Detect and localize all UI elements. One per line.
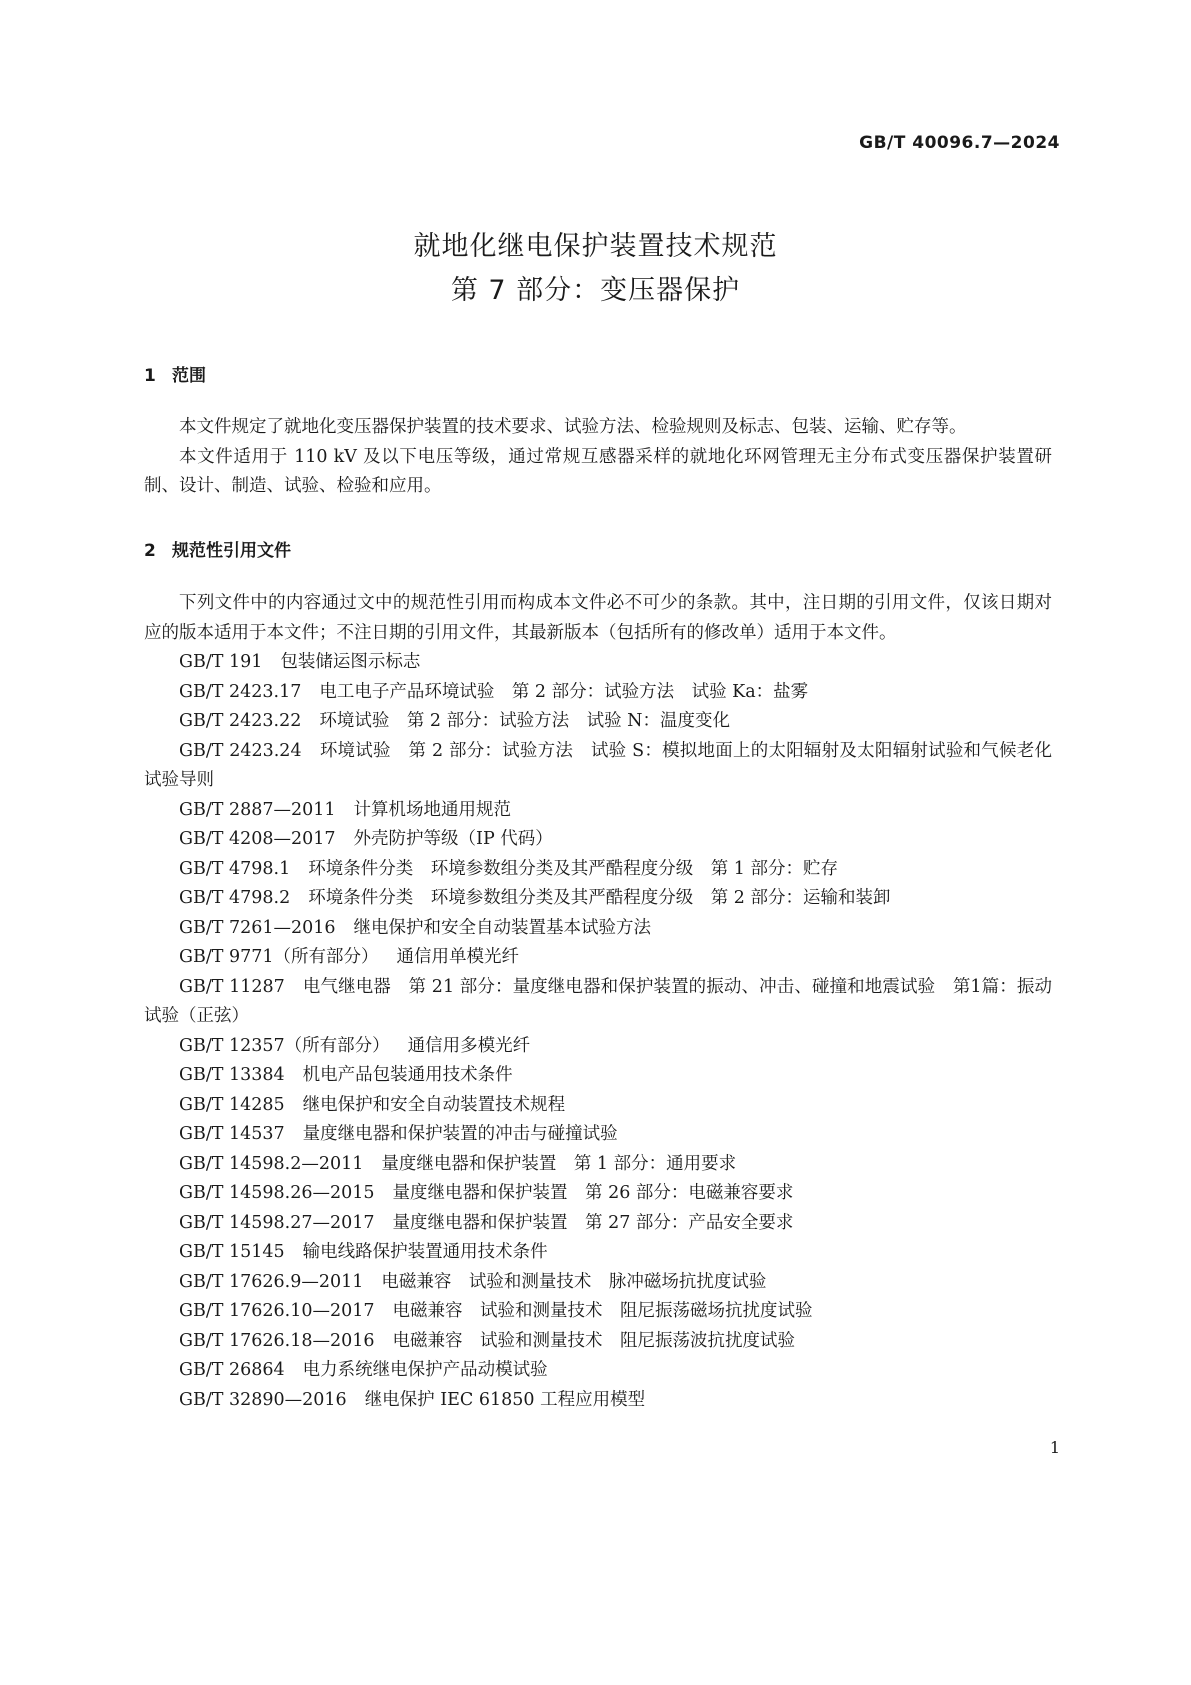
reference-code: GB/T 17626.9—2011	[179, 1271, 364, 1292]
reference-title: 输电线路保护装置通用技术条件	[302, 1242, 548, 1262]
reference-code: GB/T 13384	[179, 1065, 285, 1085]
title-line-2: 第 7 部分：变压器保护	[450, 275, 741, 306]
reference-code: GB/T 26864	[179, 1360, 285, 1380]
reference-title: 环境条件分类 环境参数组分类及其严酷程度分级 第 2 部分：运输和装卸	[308, 888, 891, 908]
reference-code: GB/T 4798.1	[179, 858, 291, 879]
document-title	[0, 225, 1191, 313]
reference-item	[144, 1268, 1052, 1298]
reference-item	[144, 884, 1052, 914]
reference-item	[144, 825, 1052, 855]
reference-title: 量度继电器和保护装置的冲击与碰撞试验	[302, 1124, 618, 1144]
reference-code: GB/T 14598.2—2011	[179, 1153, 364, 1174]
reference-item	[144, 1209, 1052, 1239]
section-1-heading	[144, 361, 206, 386]
reference-code: GB/T 12357（所有部分）	[179, 1035, 390, 1056]
section-1-number: 1	[144, 366, 156, 386]
reference-title: 电磁兼容 试验和测量技术 阻尼振荡波抗扰度试验	[392, 1330, 796, 1351]
reference-title: 机电产品包装通用技术条件	[302, 1065, 513, 1085]
reference-code: GB/T 2423.17	[179, 681, 302, 702]
reference-item	[144, 1150, 1052, 1180]
reference-title: 通信用单模光纤	[396, 947, 520, 967]
scope-paragraph-2: 本文件适用于 110 kV 及以下电压等级，通过常规互感器采样的就地化环网管理无主分布式变压器保护装置研制、设计、制造、试验、检验和应用。	[144, 446, 1052, 496]
reference-title: 量度继电器和保护装置 第 27 部分：产品安全要求	[392, 1212, 794, 1233]
reference-code: GB/T 14598.26—2015	[179, 1183, 375, 1203]
section-2-title: 规范性引用文件	[172, 541, 291, 561]
title-line-1: 就地化继电保护装置技术规范	[413, 231, 778, 262]
reference-item	[144, 1032, 1052, 1062]
reference-title: 电力系统继电保护产品动模试验	[302, 1360, 548, 1380]
reference-title: 继电保护和安全自动装置技术规程	[302, 1094, 566, 1115]
section-1-body	[144, 413, 1052, 502]
reference-title: 通信用多模光纤	[407, 1035, 531, 1056]
reference-title: 外壳防护等级（IP 代码）	[353, 829, 553, 849]
reference-item	[144, 1091, 1052, 1121]
reference-title: 电工电子产品环境试验 第 2 部分：试验方法 试验 Ka：盐雾	[319, 681, 809, 702]
reference-item	[144, 1356, 1052, 1386]
section-1-title: 范围	[172, 366, 206, 386]
section-2-body	[144, 589, 1052, 1415]
reference-code: GB/T 15145	[179, 1242, 285, 1262]
reference-item	[144, 796, 1052, 826]
reference-item	[144, 1297, 1052, 1327]
reference-code: GB/T 17626.10—2017	[179, 1301, 375, 1321]
reference-code: GB/T 2887—2011	[179, 799, 336, 820]
reference-code: GB/T 2423.24	[179, 740, 302, 761]
reference-code: GB/T 2423.22	[179, 711, 302, 731]
reference-title: 继电保护和安全自动装置基本试验方法	[353, 917, 652, 938]
reference-item	[144, 1327, 1052, 1357]
reference-title: 环境条件分类 环境参数组分类及其严酷程度分级 第 1 部分：贮存	[308, 858, 838, 879]
reference-item	[144, 1179, 1052, 1209]
reference-item	[144, 1061, 1052, 1091]
reference-item	[144, 1386, 1052, 1416]
reference-item	[144, 1120, 1052, 1150]
reference-title: 环境试验 第 2 部分：试验方法 试验 S：模拟地面上的太阳辐射及太阳辐射试验和气候老化试验导则	[144, 740, 1052, 790]
reference-title: 量度继电器和保护装置 第 26 部分：电磁兼容要求	[392, 1183, 794, 1203]
reference-code: GB/T 191	[179, 652, 263, 672]
reference-item	[144, 648, 1052, 678]
reference-title: 量度继电器和保护装置 第 1 部分：通用要求	[381, 1153, 737, 1174]
reference-code: GB/T 14598.27—2017	[179, 1212, 375, 1233]
reference-code: GB/T 11287	[179, 976, 285, 997]
section-2-heading	[144, 536, 291, 561]
reference-title: 继电保护 IEC 61850 工程应用模型	[364, 1389, 646, 1410]
reference-code: GB/T 14285	[179, 1094, 285, 1115]
scope-paragraph-1: 本文件规定了就地化变压器保护装置的技术要求、试验方法、检验规则及标志、包装、运输、贮存等。	[179, 417, 967, 437]
reference-item	[144, 973, 1052, 1032]
reference-code: GB/T 4208—2017	[179, 829, 336, 849]
reference-code: GB/T 9771（所有部分）	[179, 947, 379, 967]
reference-list	[144, 648, 1052, 1415]
reference-item	[144, 707, 1052, 737]
reference-item	[144, 855, 1052, 885]
reference-title: 环境试验 第 2 部分：试验方法 试验 N：温度变化	[319, 711, 730, 731]
reference-item	[144, 943, 1052, 973]
reference-item	[144, 1238, 1052, 1268]
reference-code: GB/T 4798.2	[179, 888, 291, 908]
reference-code: GB/T 7261—2016	[179, 917, 336, 938]
reference-code: GB/T 32890—2016	[179, 1389, 347, 1410]
reference-title: 电磁兼容 试验和测量技术 脉冲磁场抗扰度试验	[381, 1271, 767, 1292]
standard-number: GB/T 40096.7—2024	[859, 133, 1060, 153]
reference-item	[144, 737, 1052, 796]
page-number: 1	[1049, 1438, 1060, 1457]
section-2-number: 2	[144, 541, 156, 561]
reference-title: 计算机场地通用规范	[353, 799, 512, 820]
references-intro: 下列文件中的内容通过文中的规范性引用而构成本文件必不可少的条款。其中，注日期的引用文件，仅该日期对应的版本适用于本文件；不注日期的引用文件，其最新版本（包括所有的修改单）适用于本文件。	[144, 593, 1052, 643]
reference-item	[144, 678, 1052, 708]
reference-title: 包装储运图示标志	[280, 652, 421, 672]
reference-title: 电磁兼容 试验和测量技术 阻尼振荡磁场抗扰度试验	[392, 1301, 813, 1321]
reference-item	[144, 914, 1052, 944]
reference-code: GB/T 17626.18—2016	[179, 1330, 375, 1351]
reference-title: 电气继电器 第 21 部分：量度继电器和保护装置的振动、冲击、碰撞和地震试验 第1篇：振动试验（正弦）	[144, 976, 1052, 1026]
reference-code: GB/T 14537	[179, 1124, 285, 1144]
